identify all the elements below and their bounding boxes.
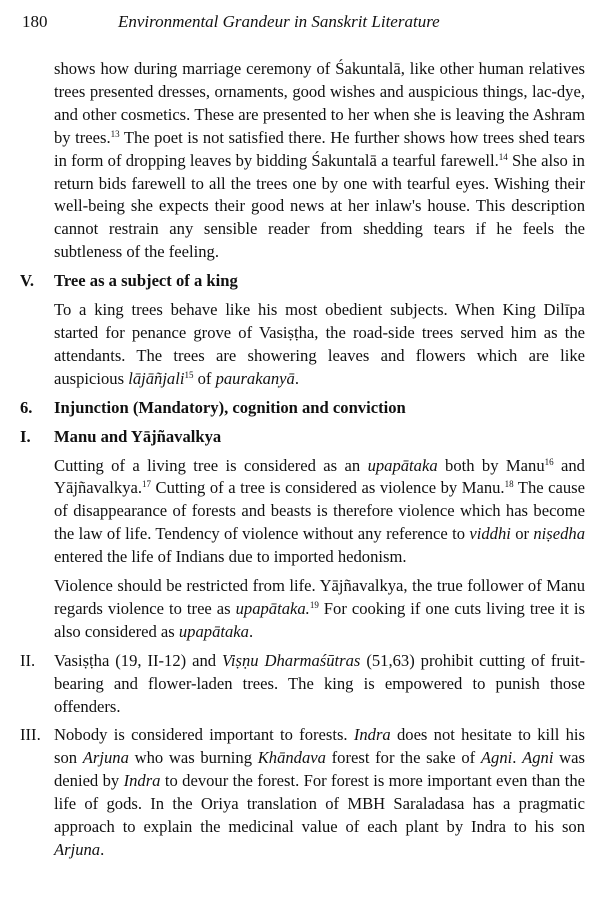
section-heading-i (20, 426, 585, 449)
running-title: Environmental Grandeur in Sanskrit Literature (118, 12, 440, 31)
section-marker: 6. (20, 397, 33, 417)
paragraph-manu-2: Violence should be restricted from life. Yājñavalkya, the true follower of Manu regards violence to tree as upapātaka.$^{19}$ For cooking if one cuts living tree it is also considered as upapātaka. (54, 576, 585, 641)
paragraph-indra: Nobody is considered important to forests. Indra does not hesitate to kill his son Arjuna who was burning Khāndava forest for the sake of Agni. Agni was denied by Indra to devour the forest. For forest is more important even than the life of gods. In the Oriya translation of MBH Saraladasa has a pragmatic approach to explain the medicinal value of each plant by Indra to his son Arjuna. (54, 725, 586, 859)
paragraph-sakuntala: shows how during marriage ceremony of Śakuntalā, like other human relatives trees presented dresses, ornaments, good wishes and auspicious things, lac-dye, and other cosmetics. These are presented to her when she is leaving the Ashram by trees.$^{13}$ The poet is not satisfied there. He further shows how trees shed tears in form of dropping leaves by bidding Śakuntalā a tearful farewell.$^{14}$ She also in return bids farewell to all the trees one by one with tearful eyes. Wishing their well-being she expects their good news at her inlaw's house. This description cannot restrain any sensible reader from shedding tears if he feels the subtleness of the feeling. (54, 59, 585, 262)
section-marker: V. (20, 271, 34, 291)
section-marker: II. (20, 650, 36, 670)
footnote-ref: 14 (498, 151, 508, 162)
footnote-ref: 16 (544, 456, 554, 467)
footnote-ref: 18 (504, 479, 514, 490)
section-title: Injunction (Mandatory), cognition and conviction (54, 397, 406, 417)
section-title: Tree as a subject of a king (54, 271, 238, 291)
section-marker: III. (20, 725, 41, 745)
section-heading-6 (20, 397, 585, 420)
page-number: 180 (22, 12, 48, 31)
footnote-ref: 17 (142, 479, 152, 490)
paragraph-king: To a king trees behave like his most obedient subjects. When King Dilīpa started for penance grove of Vasiṣṭha, the road-side trees served him as the attendants. The trees are showering leaves and flowers which are like auspicious lājāñjali$^{15}$ of paurakanyā. (54, 300, 585, 388)
section-ii (20, 650, 585, 719)
paragraph-vasistha: Vasiṣṭha (19, II-12) and Viṣṇu Dharmaśūtras (51,63) prohibit cutting of fruit-bearing and flower-laden trees. The king is empowered to punish those offenders. (54, 650, 586, 716)
footnote-ref: 13 (110, 128, 120, 139)
section-marker: I. (20, 426, 31, 446)
section-title: Manu and Yājñavalkya (54, 426, 222, 446)
paragraph-manu-1: Cutting of a living tree is considered as an upapātaka both by Manu$^{16}$ and Yājñavalkya.$^{17}$ Cutting of a tree is considered as violence by Manu.$^{18}$ The cause of disappearance of forests and beasts is therefore violence which has become the law of life. Tendency of violence without any reference to viddhi or niṣedha entered the life of Indians due to imported hedonism. (54, 455, 585, 567)
page-body (20, 58, 585, 862)
section-iii (20, 724, 585, 861)
section-heading-v (20, 270, 585, 293)
footnote-ref: 19 (309, 599, 319, 610)
footnote-ref: 15 (184, 369, 194, 380)
running-header (22, 10, 582, 34)
